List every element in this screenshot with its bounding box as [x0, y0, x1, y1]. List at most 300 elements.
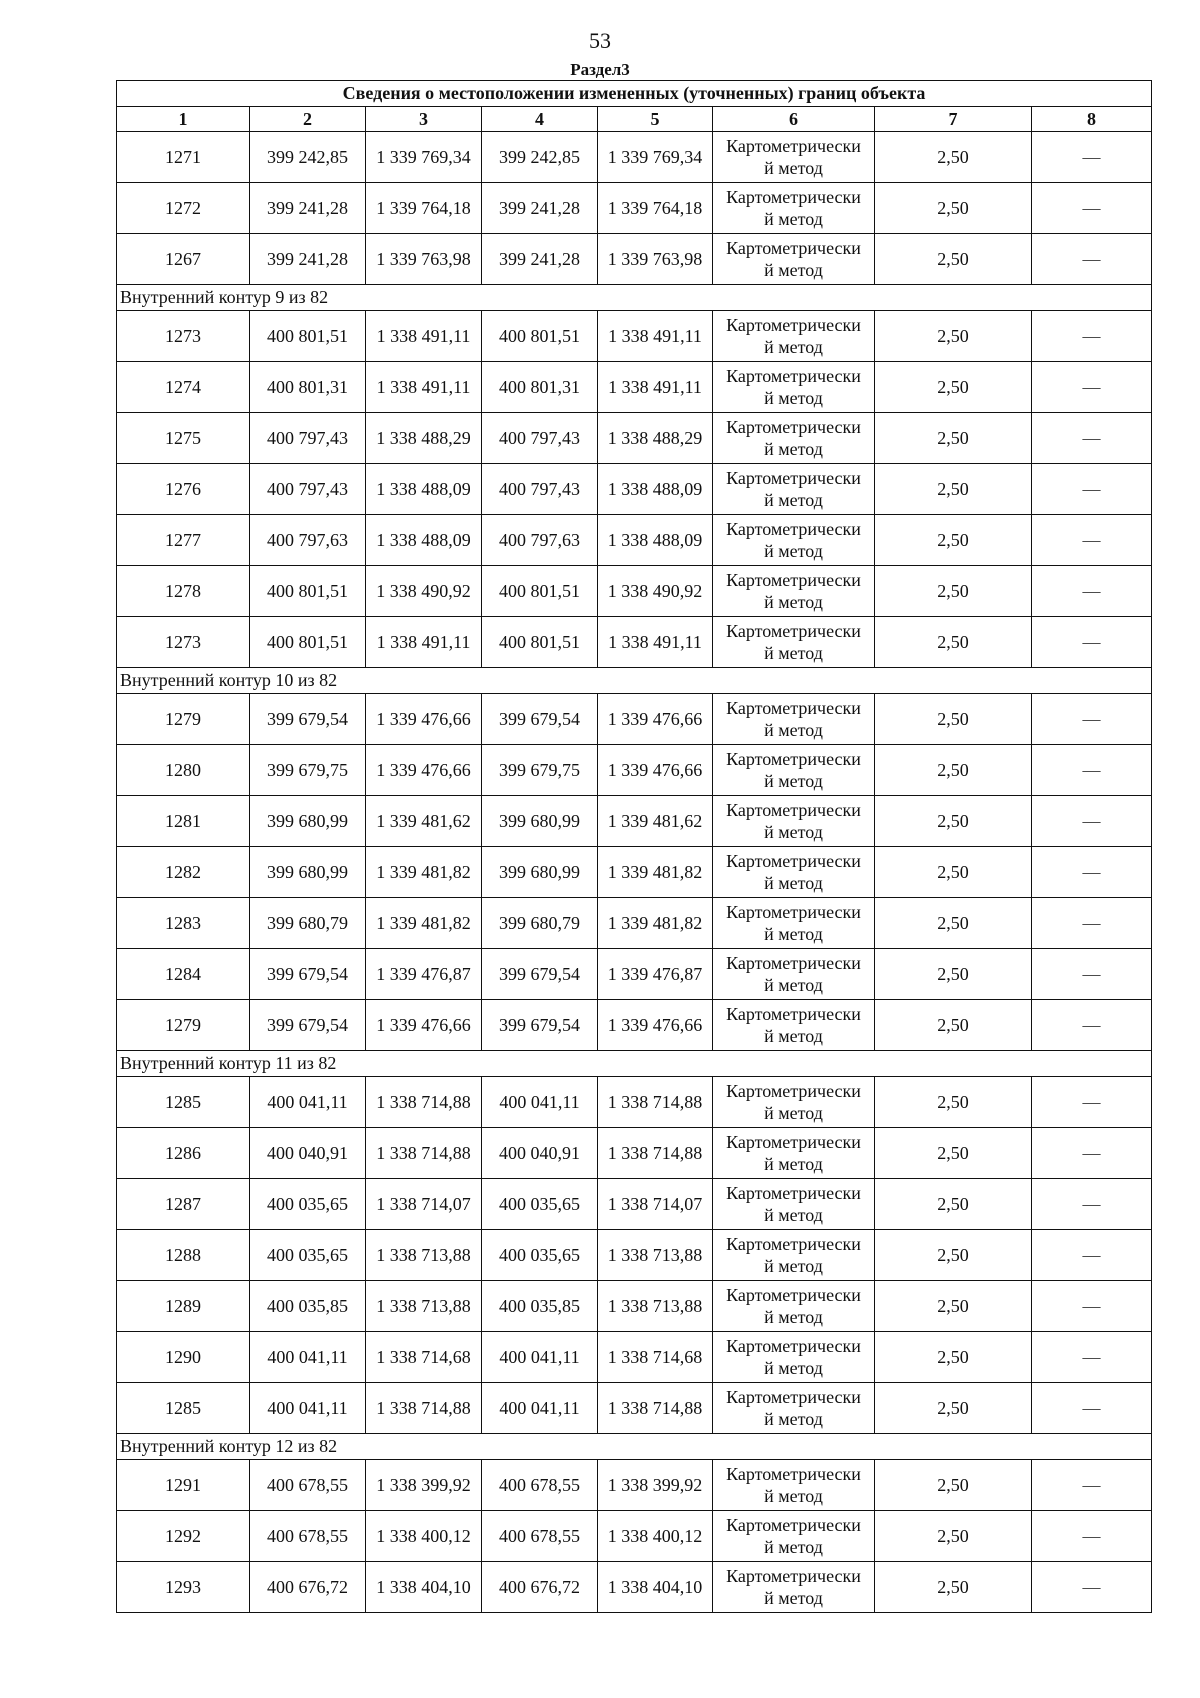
point-number-cell: 1273: [117, 311, 250, 362]
accuracy-cell: 2,50: [875, 745, 1032, 796]
empty-value-dash: —: [1032, 1179, 1152, 1230]
y-updated-cell: 1 338 490,92: [598, 566, 713, 617]
y-existing-cell: 1 339 476,87: [366, 949, 482, 1000]
accuracy-cell: 2,50: [875, 1128, 1032, 1179]
accuracy-cell: 2,50: [875, 362, 1032, 413]
method-line-2: й метод: [764, 592, 823, 612]
column-number-8: 8: [1032, 107, 1152, 132]
contour-heading: Внутренний контур 11 из 82: [117, 1051, 1152, 1077]
x-updated-cell: 399 680,99: [482, 796, 598, 847]
point-number-cell: 1285: [117, 1077, 250, 1128]
accuracy-cell: 2,50: [875, 234, 1032, 285]
method-cell: [713, 1000, 875, 1051]
x-updated-cell: 400 041,11: [482, 1077, 598, 1128]
method-line-2: й метод: [764, 209, 823, 229]
method-line-2: й метод: [764, 924, 823, 944]
contour-heading-row: [117, 285, 1152, 311]
table-row: [117, 617, 1152, 668]
empty-value-dash: —: [1032, 847, 1152, 898]
method-line-2: й метод: [764, 643, 823, 663]
method-cell: [713, 694, 875, 745]
method-cell: [713, 1179, 875, 1230]
y-existing-cell: 1 339 764,18: [366, 183, 482, 234]
table-row: [117, 1077, 1152, 1128]
x-existing-cell: 400 035,65: [250, 1179, 366, 1230]
column-number-3: 3: [366, 107, 482, 132]
point-number-cell: 1282: [117, 847, 250, 898]
empty-value-dash: —: [1032, 413, 1152, 464]
method-line-2: й метод: [764, 541, 823, 561]
empty-value-dash: —: [1032, 1128, 1152, 1179]
y-existing-cell: 1 338 490,92: [366, 566, 482, 617]
y-existing-cell: 1 339 476,66: [366, 1000, 482, 1051]
x-existing-cell: 399 242,85: [250, 132, 366, 183]
table-row: [117, 1460, 1152, 1511]
method-line-2: й метод: [764, 873, 823, 893]
accuracy-cell: 2,50: [875, 311, 1032, 362]
accuracy-cell: 2,50: [875, 847, 1032, 898]
method-cell: [713, 132, 875, 183]
table-row: [117, 566, 1152, 617]
method-line-1: Картометрически: [726, 366, 861, 386]
empty-value-dash: —: [1032, 1332, 1152, 1383]
accuracy-cell: 2,50: [875, 949, 1032, 1000]
empty-value-dash: —: [1032, 1230, 1152, 1281]
point-number-cell: 1286: [117, 1128, 250, 1179]
x-existing-cell: 400 035,85: [250, 1281, 366, 1332]
y-existing-cell: 1 338 714,88: [366, 1077, 482, 1128]
method-cell: [713, 515, 875, 566]
y-updated-cell: 1 339 476,66: [598, 745, 713, 796]
method-line-1: Картометрически: [726, 468, 861, 488]
empty-value-dash: —: [1032, 311, 1152, 362]
column-number-5: 5: [598, 107, 713, 132]
x-existing-cell: 400 678,55: [250, 1511, 366, 1562]
point-number-cell: 1288: [117, 1230, 250, 1281]
method-line-1: Картометрически: [726, 570, 861, 590]
empty-value-dash: —: [1032, 1281, 1152, 1332]
x-updated-cell: 400 801,51: [482, 311, 598, 362]
x-existing-cell: 399 241,28: [250, 183, 366, 234]
x-existing-cell: 400 041,11: [250, 1383, 366, 1434]
accuracy-cell: 2,50: [875, 132, 1032, 183]
x-updated-cell: 400 676,72: [482, 1562, 598, 1613]
empty-value-dash: —: [1032, 1077, 1152, 1128]
x-updated-cell: 400 041,11: [482, 1332, 598, 1383]
y-updated-cell: 1 338 491,11: [598, 362, 713, 413]
x-existing-cell: 400 040,91: [250, 1128, 366, 1179]
x-updated-cell: 399 679,75: [482, 745, 598, 796]
y-updated-cell: 1 338 713,88: [598, 1230, 713, 1281]
method-line-1: Картометрически: [726, 1464, 861, 1484]
method-line-1: Картометрически: [726, 417, 861, 437]
y-existing-cell: 1 339 476,66: [366, 694, 482, 745]
empty-value-dash: —: [1032, 132, 1152, 183]
accuracy-cell: 2,50: [875, 464, 1032, 515]
method-cell: [713, 1383, 875, 1434]
method-line-1: Картометрически: [726, 851, 861, 871]
empty-value-dash: —: [1032, 1511, 1152, 1562]
point-number-cell: 1271: [117, 132, 250, 183]
y-existing-cell: 1 339 769,34: [366, 132, 482, 183]
method-cell: [713, 1230, 875, 1281]
y-existing-cell: 1 339 763,98: [366, 234, 482, 285]
y-updated-cell: 1 338 713,88: [598, 1281, 713, 1332]
point-number-cell: 1287: [117, 1179, 250, 1230]
y-updated-cell: 1 339 481,62: [598, 796, 713, 847]
x-existing-cell: 400 801,51: [250, 617, 366, 668]
y-updated-cell: 1 338 714,88: [598, 1128, 713, 1179]
y-updated-cell: 1 338 400,12: [598, 1511, 713, 1562]
x-updated-cell: 399 241,28: [482, 234, 598, 285]
y-existing-cell: 1 338 404,10: [366, 1562, 482, 1613]
method-line-1: Картометрически: [726, 1387, 861, 1407]
y-existing-cell: 1 338 488,09: [366, 515, 482, 566]
y-existing-cell: 1 338 491,11: [366, 617, 482, 668]
method-line-2: й метод: [764, 1103, 823, 1123]
method-cell: [713, 311, 875, 362]
method-cell: [713, 1128, 875, 1179]
y-updated-cell: 1 339 481,82: [598, 898, 713, 949]
method-cell: [713, 949, 875, 1000]
table-body: [117, 132, 1152, 1613]
method-line-1: Картометрически: [726, 1132, 861, 1152]
method-cell: [713, 1077, 875, 1128]
method-cell: [713, 1511, 875, 1562]
point-number-cell: 1289: [117, 1281, 250, 1332]
point-number-cell: 1272: [117, 183, 250, 234]
y-updated-cell: 1 338 488,09: [598, 464, 713, 515]
page-number: 53: [589, 28, 611, 53]
contour-heading-row: [117, 1434, 1152, 1460]
x-updated-cell: 400 035,65: [482, 1179, 598, 1230]
y-existing-cell: 1 338 713,88: [366, 1281, 482, 1332]
x-existing-cell: 399 680,79: [250, 898, 366, 949]
point-number-cell: 1281: [117, 796, 250, 847]
y-updated-cell: 1 338 714,88: [598, 1077, 713, 1128]
table-row: [117, 796, 1152, 847]
x-updated-cell: 400 035,65: [482, 1230, 598, 1281]
x-existing-cell: 400 041,11: [250, 1077, 366, 1128]
y-existing-cell: 1 338 713,88: [366, 1230, 482, 1281]
method-cell: [713, 234, 875, 285]
x-updated-cell: 400 797,63: [482, 515, 598, 566]
y-existing-cell: 1 338 399,92: [366, 1460, 482, 1511]
method-line-1: Картометрически: [726, 621, 861, 641]
accuracy-cell: 2,50: [875, 694, 1032, 745]
method-line-1: Картометрически: [726, 1234, 861, 1254]
method-line-2: й метод: [764, 439, 823, 459]
x-updated-cell: 399 679,54: [482, 694, 598, 745]
method-cell: [713, 362, 875, 413]
method-line-1: Картометрически: [726, 1566, 861, 1586]
y-updated-cell: 1 339 476,66: [598, 1000, 713, 1051]
column-number-4: 4: [482, 107, 598, 132]
method-cell: [713, 464, 875, 515]
x-existing-cell: 399 679,54: [250, 1000, 366, 1051]
point-number-cell: 1280: [117, 745, 250, 796]
table-row: [117, 1562, 1152, 1613]
table-row: [117, 464, 1152, 515]
x-existing-cell: 399 680,99: [250, 847, 366, 898]
column-number-2: 2: [250, 107, 366, 132]
contour-heading-row: [117, 668, 1152, 694]
x-existing-cell: 400 797,63: [250, 515, 366, 566]
column-number-7: 7: [875, 107, 1032, 132]
method-cell: [713, 183, 875, 234]
method-line-2: й метод: [764, 720, 823, 740]
accuracy-cell: 2,50: [875, 1562, 1032, 1613]
point-number-cell: 1284: [117, 949, 250, 1000]
point-number-cell: 1293: [117, 1562, 250, 1613]
method-cell: [713, 1562, 875, 1613]
x-updated-cell: 400 678,55: [482, 1460, 598, 1511]
table-row: [117, 515, 1152, 566]
method-line-2: й метод: [764, 1486, 823, 1506]
empty-value-dash: —: [1032, 898, 1152, 949]
method-line-1: Картометрически: [726, 1183, 861, 1203]
method-line-2: й метод: [764, 490, 823, 510]
point-number-cell: 1285: [117, 1383, 250, 1434]
point-number-cell: 1275: [117, 413, 250, 464]
accuracy-cell: 2,50: [875, 1332, 1032, 1383]
table-row: [117, 362, 1152, 413]
method-line-2: й метод: [764, 975, 823, 995]
method-line-2: й метод: [764, 1588, 823, 1608]
y-existing-cell: 1 338 714,68: [366, 1332, 482, 1383]
x-updated-cell: 399 242,85: [482, 132, 598, 183]
y-updated-cell: 1 339 763,98: [598, 234, 713, 285]
method-cell: [713, 796, 875, 847]
y-updated-cell: 1 338 714,07: [598, 1179, 713, 1230]
x-existing-cell: 399 679,75: [250, 745, 366, 796]
y-existing-cell: 1 339 481,82: [366, 847, 482, 898]
table-row: [117, 234, 1152, 285]
y-existing-cell: 1 338 400,12: [366, 1511, 482, 1562]
accuracy-cell: 2,50: [875, 1077, 1032, 1128]
contour-heading: Внутренний контур 12 из 82: [117, 1434, 1152, 1460]
empty-value-dash: —: [1032, 362, 1152, 413]
column-number-1: 1: [117, 107, 250, 132]
y-updated-cell: 1 338 404,10: [598, 1562, 713, 1613]
table-row: [117, 1511, 1152, 1562]
x-updated-cell: 399 680,99: [482, 847, 598, 898]
method-line-1: Картометрически: [726, 1004, 861, 1024]
accuracy-cell: 2,50: [875, 1281, 1032, 1332]
x-existing-cell: 400 801,51: [250, 566, 366, 617]
method-cell: [713, 898, 875, 949]
empty-value-dash: —: [1032, 183, 1152, 234]
method-line-2: й метод: [764, 260, 823, 280]
contour-heading-row: [117, 1051, 1152, 1077]
x-updated-cell: 400 678,55: [482, 1511, 598, 1562]
empty-value-dash: —: [1032, 1000, 1152, 1051]
method-line-2: й метод: [764, 158, 823, 178]
method-cell: [713, 566, 875, 617]
y-existing-cell: 1 339 476,66: [366, 745, 482, 796]
method-line-1: Картометрически: [726, 1081, 861, 1101]
x-updated-cell: 399 679,54: [482, 949, 598, 1000]
method-line-1: Картометрически: [726, 238, 861, 258]
x-updated-cell: 400 040,91: [482, 1128, 598, 1179]
point-number-cell: 1279: [117, 1000, 250, 1051]
x-existing-cell: 400 797,43: [250, 413, 366, 464]
table-row: [117, 847, 1152, 898]
table-row: [117, 1281, 1152, 1332]
method-line-1: Картометрически: [726, 698, 861, 718]
method-cell: [713, 1332, 875, 1383]
table-row: [117, 694, 1152, 745]
x-updated-cell: 400 801,51: [482, 617, 598, 668]
method-line-2: й метод: [764, 388, 823, 408]
x-existing-cell: 400 676,72: [250, 1562, 366, 1613]
y-updated-cell: 1 338 399,92: [598, 1460, 713, 1511]
method-line-2: й метод: [764, 337, 823, 357]
method-line-1: Картометрически: [726, 136, 861, 156]
method-line-2: й метод: [764, 1409, 823, 1429]
table-row: [117, 311, 1152, 362]
method-cell: [713, 1460, 875, 1511]
table-row: [117, 183, 1152, 234]
accuracy-cell: 2,50: [875, 796, 1032, 847]
method-line-1: Картометрически: [726, 800, 861, 820]
accuracy-cell: 2,50: [875, 566, 1032, 617]
method-line-2: й метод: [764, 1026, 823, 1046]
y-existing-cell: 1 338 491,11: [366, 362, 482, 413]
empty-value-dash: —: [1032, 515, 1152, 566]
column-number-row: [117, 107, 1152, 132]
method-line-1: Картометрически: [726, 902, 861, 922]
method-line-1: Картометрически: [726, 519, 861, 539]
method-line-1: Картометрически: [726, 187, 861, 207]
x-updated-cell: 400 041,11: [482, 1383, 598, 1434]
accuracy-cell: 2,50: [875, 1383, 1032, 1434]
point-number-cell: 1279: [117, 694, 250, 745]
empty-value-dash: —: [1032, 745, 1152, 796]
empty-value-dash: —: [1032, 1460, 1152, 1511]
point-number-cell: 1290: [117, 1332, 250, 1383]
y-updated-cell: 1 338 714,88: [598, 1383, 713, 1434]
empty-value-dash: —: [1032, 234, 1152, 285]
method-line-2: й метод: [764, 1537, 823, 1557]
x-existing-cell: 399 679,54: [250, 694, 366, 745]
x-updated-cell: 399 680,79: [482, 898, 598, 949]
x-updated-cell: 400 801,31: [482, 362, 598, 413]
table-row: [117, 1383, 1152, 1434]
column-number-6: 6: [713, 107, 875, 132]
method-line-1: Картометрически: [726, 749, 861, 769]
section-label: Раздел3: [570, 60, 630, 79]
contour-heading: Внутренний контур 9 из 82: [117, 285, 1152, 311]
table-row: [117, 413, 1152, 464]
table-row: [117, 1000, 1152, 1051]
accuracy-cell: 2,50: [875, 898, 1032, 949]
empty-value-dash: —: [1032, 566, 1152, 617]
method-line-2: й метод: [764, 1154, 823, 1174]
accuracy-cell: 2,50: [875, 515, 1032, 566]
accuracy-cell: 2,50: [875, 617, 1032, 668]
x-updated-cell: 400 797,43: [482, 413, 598, 464]
method-line-2: й метод: [764, 771, 823, 791]
x-existing-cell: 400 801,31: [250, 362, 366, 413]
point-number-cell: 1267: [117, 234, 250, 285]
empty-value-dash: —: [1032, 949, 1152, 1000]
point-number-cell: 1278: [117, 566, 250, 617]
method-cell: [713, 617, 875, 668]
method-line-1: Картометрически: [726, 315, 861, 335]
x-updated-cell: 400 801,51: [482, 566, 598, 617]
point-number-cell: 1276: [117, 464, 250, 515]
method-line-2: й метод: [764, 1256, 823, 1276]
y-updated-cell: 1 338 488,09: [598, 515, 713, 566]
y-updated-cell: 1 338 714,68: [598, 1332, 713, 1383]
method-cell: [713, 745, 875, 796]
table-row: [117, 1179, 1152, 1230]
point-number-cell: 1291: [117, 1460, 250, 1511]
y-updated-cell: 1 338 488,29: [598, 413, 713, 464]
x-existing-cell: 399 680,99: [250, 796, 366, 847]
x-existing-cell: 400 035,65: [250, 1230, 366, 1281]
accuracy-cell: 2,50: [875, 413, 1032, 464]
y-existing-cell: 1 338 488,29: [366, 413, 482, 464]
table-row: [117, 132, 1152, 183]
table-row: [117, 745, 1152, 796]
y-existing-cell: 1 338 714,88: [366, 1383, 482, 1434]
method-line-2: й метод: [764, 1205, 823, 1225]
accuracy-cell: 2,50: [875, 1000, 1032, 1051]
contour-heading: Внутренний контур 10 из 82: [117, 668, 1152, 694]
point-number-cell: 1273: [117, 617, 250, 668]
table-row: [117, 898, 1152, 949]
method-line-1: Картометрически: [726, 953, 861, 973]
x-updated-cell: 400 035,85: [482, 1281, 598, 1332]
x-existing-cell: 400 678,55: [250, 1460, 366, 1511]
empty-value-dash: —: [1032, 617, 1152, 668]
method-line-1: Картометрически: [726, 1515, 861, 1535]
accuracy-cell: 2,50: [875, 1230, 1032, 1281]
point-number-cell: 1283: [117, 898, 250, 949]
method-cell: [713, 1281, 875, 1332]
table-row: [117, 1230, 1152, 1281]
accuracy-cell: 2,50: [875, 1179, 1032, 1230]
x-existing-cell: 399 679,54: [250, 949, 366, 1000]
x-updated-cell: 399 679,54: [482, 1000, 598, 1051]
method-cell: [713, 413, 875, 464]
y-existing-cell: 1 338 714,88: [366, 1128, 482, 1179]
empty-value-dash: —: [1032, 796, 1152, 847]
y-updated-cell: 1 339 769,34: [598, 132, 713, 183]
point-number-cell: 1292: [117, 1511, 250, 1562]
x-existing-cell: 400 801,51: [250, 311, 366, 362]
table-title: Сведения о местоположении измененных (уточненных) границ объекта: [117, 81, 1152, 107]
x-existing-cell: 400 797,43: [250, 464, 366, 515]
y-existing-cell: 1 338 488,09: [366, 464, 482, 515]
boundary-coordinates-table: [116, 80, 1152, 1613]
point-number-cell: 1277: [117, 515, 250, 566]
accuracy-cell: 2,50: [875, 1460, 1032, 1511]
accuracy-cell: 2,50: [875, 1511, 1032, 1562]
y-updated-cell: 1 338 491,11: [598, 617, 713, 668]
y-existing-cell: 1 339 481,82: [366, 898, 482, 949]
empty-value-dash: —: [1032, 694, 1152, 745]
table-row: [117, 1128, 1152, 1179]
empty-value-dash: —: [1032, 1562, 1152, 1613]
method-line-2: й метод: [764, 1358, 823, 1378]
x-updated-cell: 400 797,43: [482, 464, 598, 515]
empty-value-dash: —: [1032, 1383, 1152, 1434]
x-existing-cell: 399 241,28: [250, 234, 366, 285]
method-line-1: Картометрически: [726, 1336, 861, 1356]
